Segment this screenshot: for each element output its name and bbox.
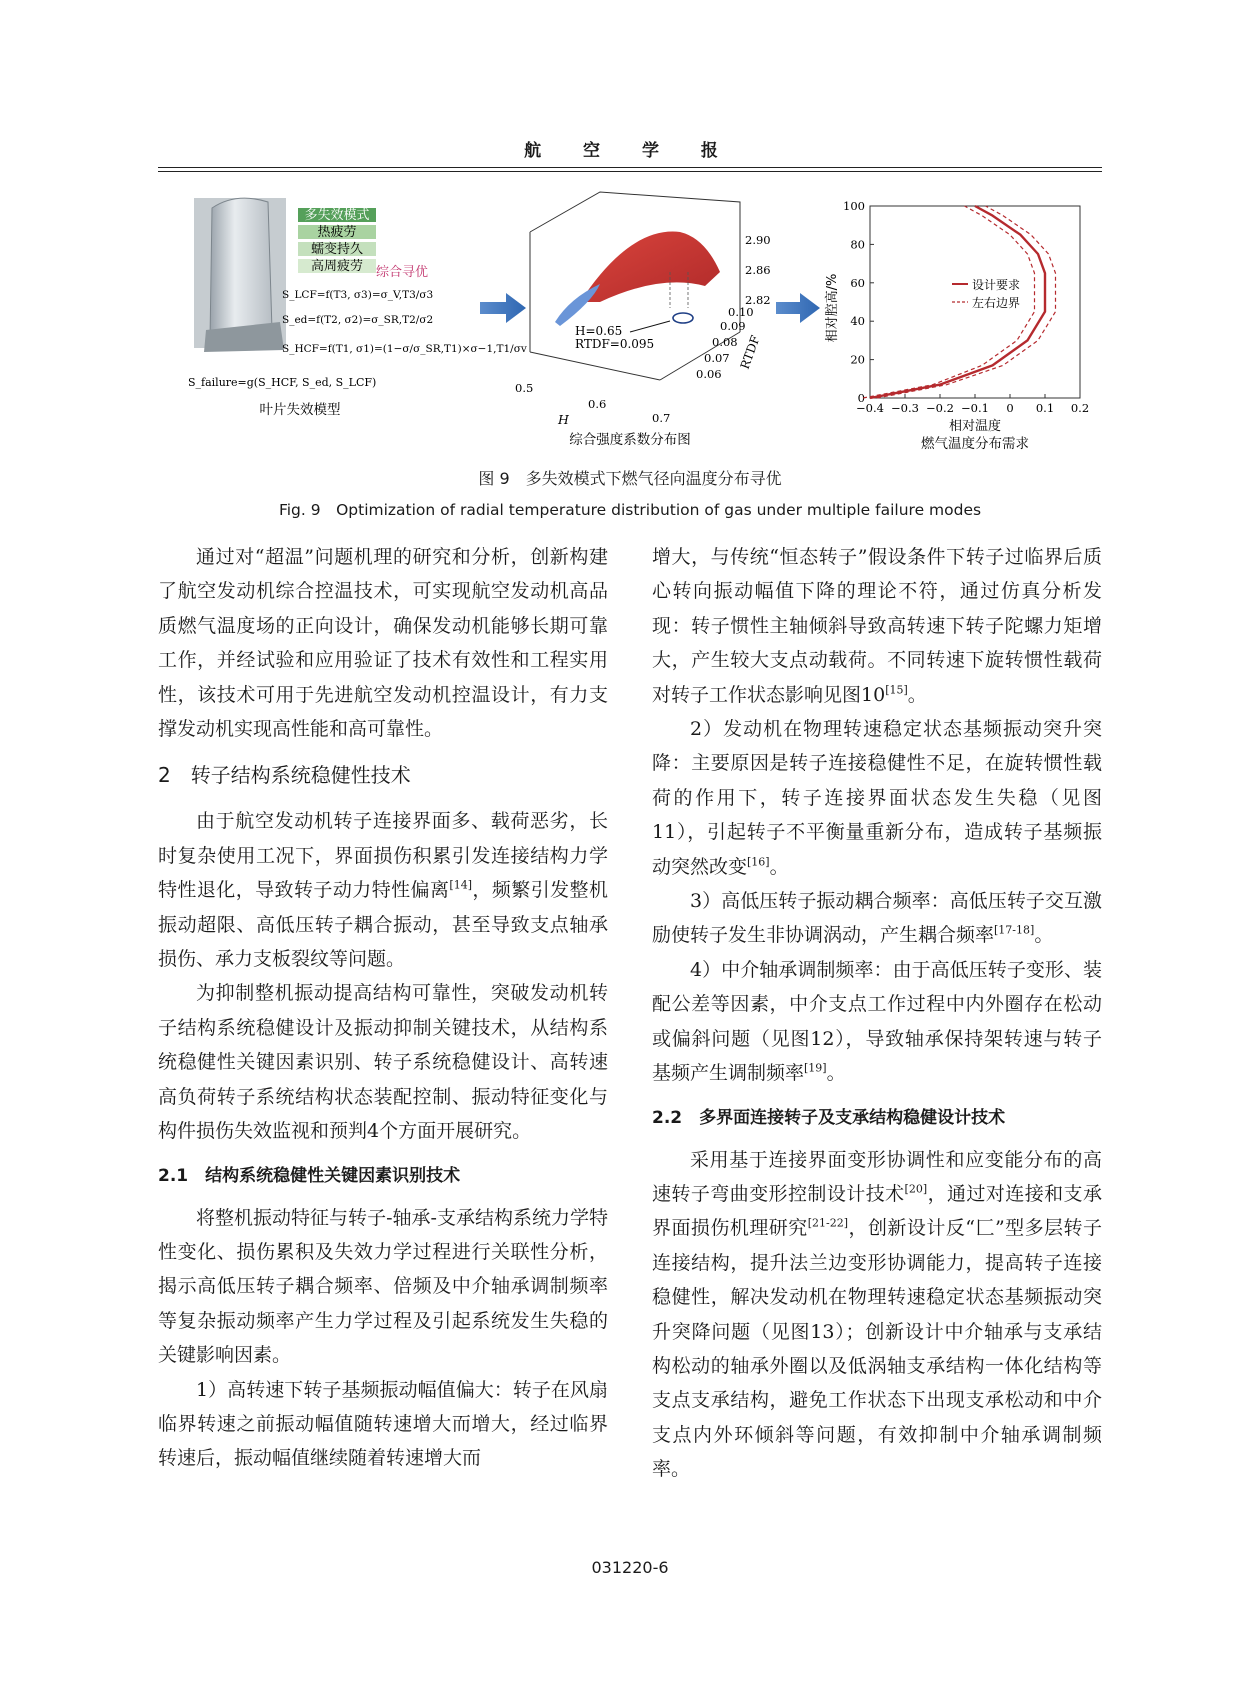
journal-header: 航 空 学 报: [524, 141, 736, 161]
x-tick-label: −0.1: [961, 401, 989, 415]
citation: [21-22]: [807, 1216, 849, 1230]
paragraph: 1）高转速下转子基频振动幅值偏大：转子在风扇临界转速之前振动幅值随转速增大而增大，经过临界转速后，振动幅值继续随着转速增大而: [158, 1378, 608, 1470]
right-column: [652, 540, 1102, 1487]
h-tick-05: 0.5: [515, 381, 534, 395]
citation: [19]: [804, 1061, 827, 1075]
mode-creep: 蠕变持久: [310, 242, 364, 257]
strength-surface: [580, 232, 720, 302]
rtdf-tick-010: 0.10: [728, 305, 754, 319]
optimum-marker: [673, 313, 693, 323]
y-tick-label: 100: [843, 199, 865, 213]
figure-caption-zh: 图 9 多失效模式下燃气径向温度分布寻优: [478, 469, 782, 488]
figure-9: [160, 190, 1100, 460]
section-heading-2: 2 转子结构系统稳健性技术: [158, 763, 411, 788]
eq-ed: S_ed=f(T2, σ2)=σ_SR,T2/σ2: [282, 314, 434, 326]
panel3-caption: 燃气温度分布需求: [921, 436, 1029, 452]
panel1-caption: 叶片失效模型: [259, 402, 341, 418]
rtdf-tick-009: 0.09: [720, 319, 746, 333]
x-axis-label: 相对温度: [948, 419, 1002, 434]
x-tick-label: 0.2: [1070, 401, 1090, 415]
z-tick-290: 2.90: [745, 233, 771, 247]
mode-thermal-fatigue: 热疲劳: [317, 225, 357, 240]
y-tick-label: 60: [850, 275, 865, 290]
temperature-profile-chart: [824, 199, 1089, 452]
x-tick-label: −0.2: [926, 401, 954, 415]
z-tick-282: 2.82: [745, 293, 771, 307]
paragraph: 4）中介轴承调制频率：由于高低压转子变形、装配公差等因素，中介支点工作过程中内外圈存在松动或偏斜问题（见图12），导致轴承保持架转速与转子基频产生调制频率[19]。: [652, 958, 1102, 1085]
surface-blue-wing: [555, 284, 600, 326]
header-rule: [158, 167, 1102, 168]
eq-failure: S_failure=g(S_HCF, S_ed, S_LCF): [188, 376, 377, 389]
y-axis-label: 相对腔高/%: [825, 273, 840, 343]
paragraph: 将整机振动特征与转子-轴承-支承结构系统力学特性变化、损伤累积及失效力学过程进行关联性分析，揭示高低压转子耦合频率、倍频及中介轴承调制频率等复杂振动频率产生力学过程及引起系统发生失稳的关键影响因素。: [158, 1206, 608, 1367]
y-tick-label: 80: [850, 237, 865, 252]
annotation-h: H=0.65: [575, 324, 623, 338]
rtdf-tick-007: 0.07: [704, 351, 730, 365]
blade-failure-model-panel: [188, 198, 527, 418]
rtdf-tick-008: 0.08: [712, 335, 738, 349]
figure-caption-en: Fig. 9 Optimization of radial temperature distribution of gas under multiple failure modes: [278, 501, 982, 519]
rtdf-axis-label: RTDF: [737, 333, 763, 372]
legend-design: 设计要求: [972, 278, 1021, 292]
legend-bounds: 左右边界: [972, 296, 1021, 310]
paragraph: 2）发动机在物理转速稳定状态基频振动突升突降：主要原因是转子连接稳健性不足，在旋转惯性载荷的作用下，转子连接界面状态发生失稳（见图11），引起转子不平衡量重新分布，造成转子基频振动突然改变[16]。: [652, 718, 1102, 878]
paragraph: 3）高低压转子振动耦合频率：高低压转子交互激励使转子发生非协调涡动，产生耦合频率[17-18]。: [652, 890, 1102, 947]
axis-ticks: [843, 199, 1089, 415]
subsection-heading-2-1: 2.1 结构系统稳健性关键因素识别技术: [158, 1165, 461, 1186]
paragraph: 增大，与传统“恒态转子”假设条件下转子过临界后质心转向振动幅值下降的理论不符，通过仿真分析发现：转子惯性主轴倾斜导致高转速下转子陀螺力矩增大，产生较大支点动载荷。不同转速下旋转惯性载荷对转子工作状态影响见图10[15]。: [652, 546, 1102, 706]
arrow-right-icon-2: [776, 293, 820, 323]
z-tick-286: 2.86: [745, 263, 771, 277]
x-tick-label: −0.3: [891, 401, 919, 415]
x-tick-label: 0: [1006, 401, 1014, 415]
modes-title: 多失效模式: [304, 208, 370, 223]
citation: [16]: [747, 855, 770, 869]
citation: [14]: [449, 878, 472, 892]
page-number: 031220-6: [591, 1558, 669, 1577]
bound-series-line: [877, 206, 1056, 398]
y-tick-label: 20: [850, 352, 865, 367]
h-tick-06: 0.6: [588, 397, 607, 411]
turbine-blade-image: [210, 198, 272, 340]
header-rule-thin: [158, 171, 1102, 172]
subsection-heading-2-2: 2.2 多界面连接转子及支承结构稳健设计技术: [652, 1107, 1006, 1128]
y-tick-label: 40: [850, 314, 865, 329]
x-tick-label: −0.4: [856, 401, 884, 415]
h-tick-07: 0.7: [652, 411, 671, 425]
citation: [17-18]: [994, 924, 1035, 938]
paragraph: 为抑制整机振动提高结构可靠性，突破发动机转子结构系统稳健设计及振动抑制关键技术，从结构系统稳健性关键因素识别、转子系统稳健设计、高转速高负荷转子系统结构状态装配控制、振动特征变化与构件损伤失效监视和预判4个方面开展研究。: [158, 982, 608, 1143]
y-tick-label: 0: [857, 391, 865, 405]
synthesis-label: 综合寻优: [376, 265, 429, 280]
citation: [20]: [904, 1182, 928, 1196]
eq-hcf: S_HCF=f(T1, σ1)=(1−σ/σ_SR,T1)×σ−1,T1/σv: [282, 343, 527, 355]
arrow-right-icon: [480, 293, 526, 323]
rtdf-tick-006: 0.06: [696, 367, 722, 381]
citation: [15]: [885, 683, 908, 697]
annotation-rtdf: RTDF=0.095: [575, 337, 655, 351]
strength-surface-panel: [515, 192, 771, 448]
left-column: [158, 540, 608, 1476]
eq-lcf: S_LCF=f(T3, σ3)=σ_V,T3/σ3: [282, 289, 434, 301]
paragraph: 采用基于连接界面变形协调性和应变能分布的高速转子弯曲变形控制设计技术[20]，通过对连接和支承界面损伤机理研究[21-22]，创新设计反“匚”型多层转子连接结构，提升法兰边变形协调能力，提高转子连接稳健性，解决发动机在物理转速稳定状态基频振动突升突降问题（见图13）；创新设计中介轴承与支承结构松动的轴承外圈以及低涡轴支承结构一体化结构等支点支承结构，避免工作状态下出现支承松动和中介支点内外环倾斜等问题，有效抑制中介轴承调制频率。: [652, 1148, 1102, 1481]
panel2-caption: 综合强度系数分布图: [569, 432, 691, 448]
h-axis-label: H: [558, 412, 569, 427]
mode-hcf: 高周疲劳: [310, 259, 364, 274]
paragraph: 由于航空发动机转子连接界面多、载荷恶劣，长时复杂使用工况下，界面损伤积累引发连接结构力学特性退化，导致转子动力特性偏离[14]，频繁引发整机振动超限、高低压转子耦合振动，甚至导致支点轴承损伤、承力支板裂纹等问题。: [158, 810, 608, 971]
paragraph: 通过对“超温”问题机理的研究和分析，创新构建了航空发动机综合控温技术，可实现航空发动机高品质燃气温度场的正向设计，确保发动机能够长期可靠工作，并经试验和应用验证了技术有效性和工程实用性，该技术可用于先进航空发动机控温设计，有力支撑发动机实现高性能和高可靠性。: [158, 546, 608, 741]
x-tick-label: 0.1: [1035, 401, 1055, 415]
